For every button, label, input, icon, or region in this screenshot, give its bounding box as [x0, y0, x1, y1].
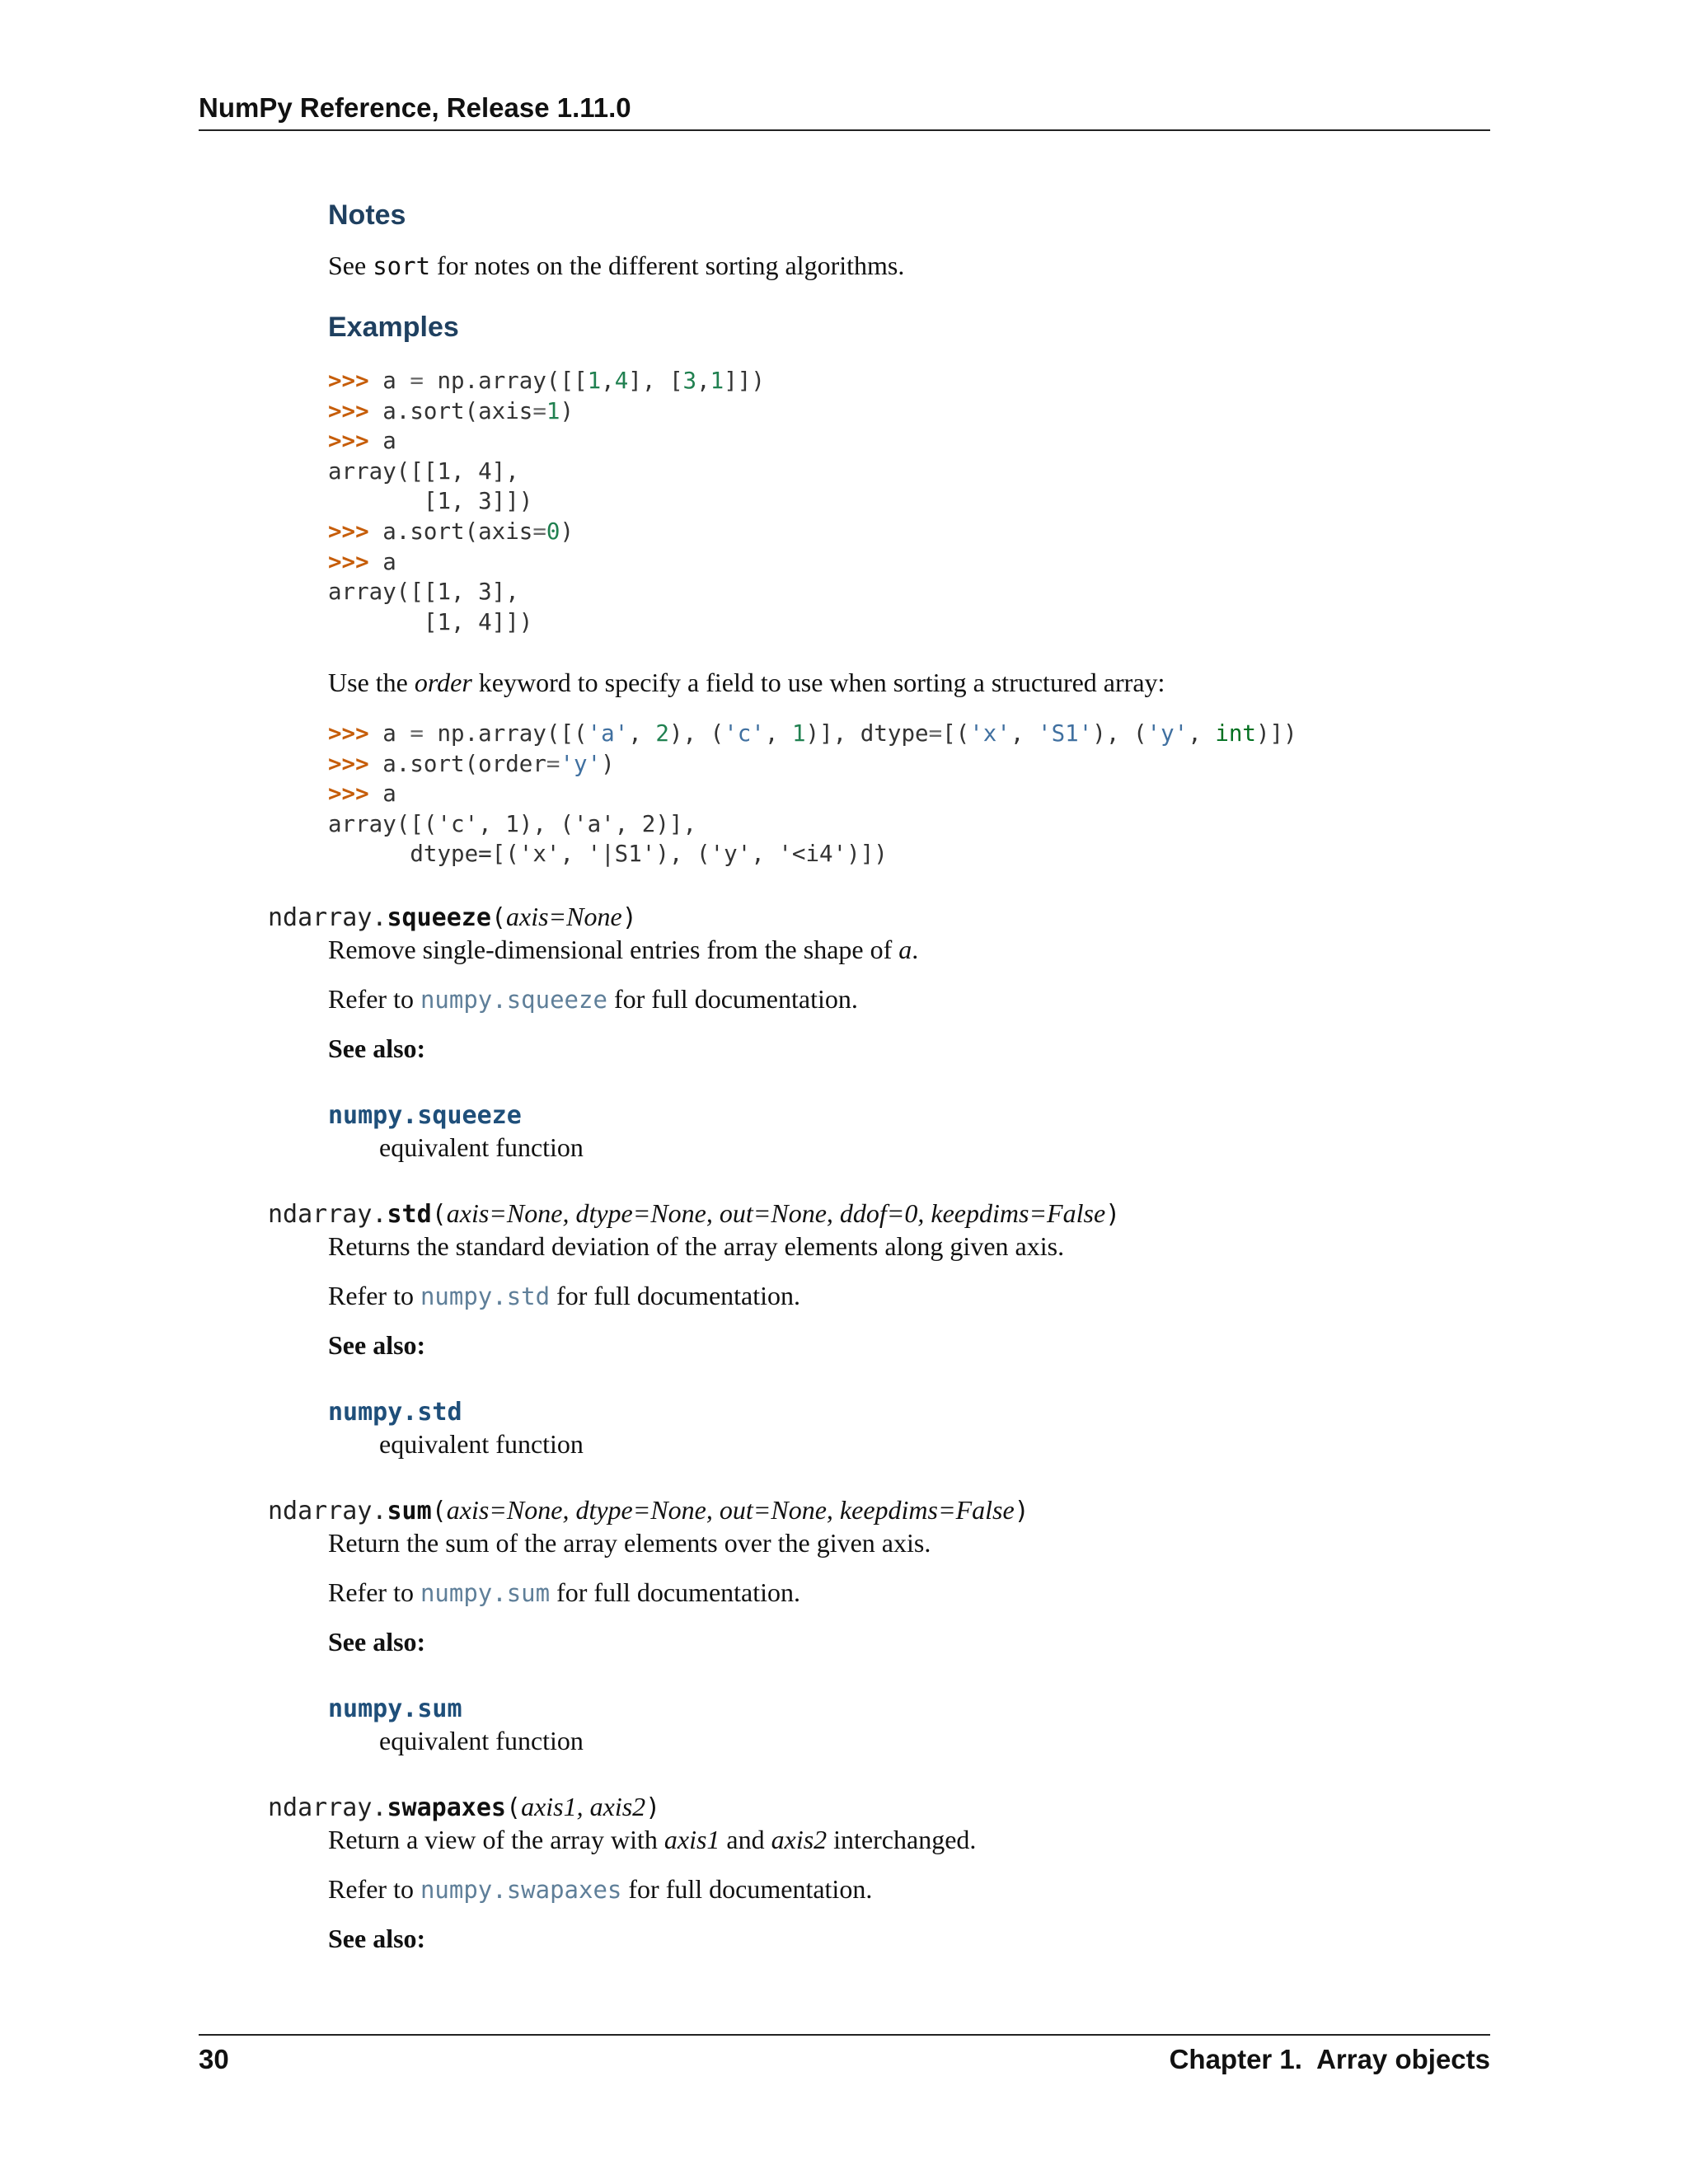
notes-heading: Notes	[328, 199, 406, 231]
numpy-squeeze-link[interactable]: numpy.squeeze	[420, 986, 607, 1014]
sum-see-also-desc: equivalent function	[379, 1726, 584, 1755]
footer-rule	[199, 2034, 1490, 2036]
sum-refer: Refer to numpy.sum for full documentation.	[328, 1577, 801, 1607]
header-rule	[199, 129, 1490, 131]
notes-paragraph: See sort for notes on the different sorting algorithms.	[328, 251, 905, 280]
numpy-std-link[interactable]: numpy.std	[420, 1282, 551, 1310]
sum-signature: ndarray.sum(axis=None, dtype=None, out=None, keepdims=False)	[268, 1495, 1029, 1526]
std-see-also-label: See also:	[328, 1330, 426, 1360]
swapaxes-signature: ndarray.swapaxes(axis1, axis2)	[268, 1792, 661, 1822]
swapaxes-name: swapaxes	[387, 1793, 506, 1822]
code-example-sort-order: >>> a = np.array([('a', 2), ('c', 1)], dtype=[('x', 'S1'), ('y', int)]) >>> a.sort(order='y') >>> a array([('c', 1), ('a', 2)], dtype=[('x', '|S1'), ('y', '<i4')])	[328, 720, 1297, 868]
examples-heading: Examples	[328, 312, 459, 343]
squeeze-see-also-label: See also:	[328, 1033, 426, 1063]
swapaxes-description: Return a view of the array with axis1 and axis2 interchanged.	[328, 1825, 977, 1854]
std-signature: ndarray.std(axis=None, dtype=None, out=None, ddof=0, keepdims=False)	[268, 1198, 1121, 1229]
page-number: 30	[199, 2044, 229, 2074]
order-paragraph: Use the order keyword to specify a field to use when sorting a structured array:	[328, 668, 1165, 697]
swapaxes-refer: Refer to numpy.swapaxes for full documentation.	[328, 1874, 873, 1904]
std-see-also-desc: equivalent function	[379, 1429, 584, 1459]
sum-name: sum	[387, 1497, 432, 1526]
numpy-sum-link[interactable]: numpy.sum	[420, 1579, 551, 1607]
code-example-sort-axis: >>> a = np.array([[1,4], [3,1]]) >>> a.sort(axis=1) >>> a array([[1, 4], [1, 3]]) >>> a.sort(axis=0) >>> a array([[1, 3], [1, 4]])	[328, 368, 765, 635]
std-description: Returns the standard deviation of the array elements along given axis.	[328, 1231, 1065, 1261]
chapter-title: Chapter 1. Array objects	[1169, 2044, 1490, 2074]
sum-see-also-link[interactable]: numpy.sum	[328, 1694, 462, 1723]
running-header: NumPy Reference, Release 1.11.0	[199, 92, 631, 123]
squeeze-signature: ndarray.squeeze(axis=None)	[268, 902, 637, 932]
std-name: std	[387, 1200, 432, 1229]
squeeze-description: Remove single-dimensional entries from the shape of a.	[328, 935, 919, 964]
sum-description: Return the sum of the array elements over the given axis.	[328, 1528, 931, 1558]
swapaxes-see-also-label: See also:	[328, 1924, 426, 1953]
sort-code: sort	[373, 252, 431, 280]
squeeze-name: squeeze	[387, 903, 491, 932]
squeeze-see-also-desc: equivalent function	[379, 1132, 584, 1162]
numpy-swapaxes-link[interactable]: numpy.swapaxes	[420, 1876, 622, 1904]
squeeze-see-also-link[interactable]: numpy.squeeze	[328, 1101, 522, 1130]
std-refer: Refer to numpy.std for full documentation.	[328, 1281, 801, 1310]
squeeze-refer: Refer to numpy.squeeze for full documentation.	[328, 984, 858, 1014]
sum-see-also-label: See also:	[328, 1627, 426, 1657]
std-see-also-link[interactable]: numpy.std	[328, 1398, 462, 1427]
